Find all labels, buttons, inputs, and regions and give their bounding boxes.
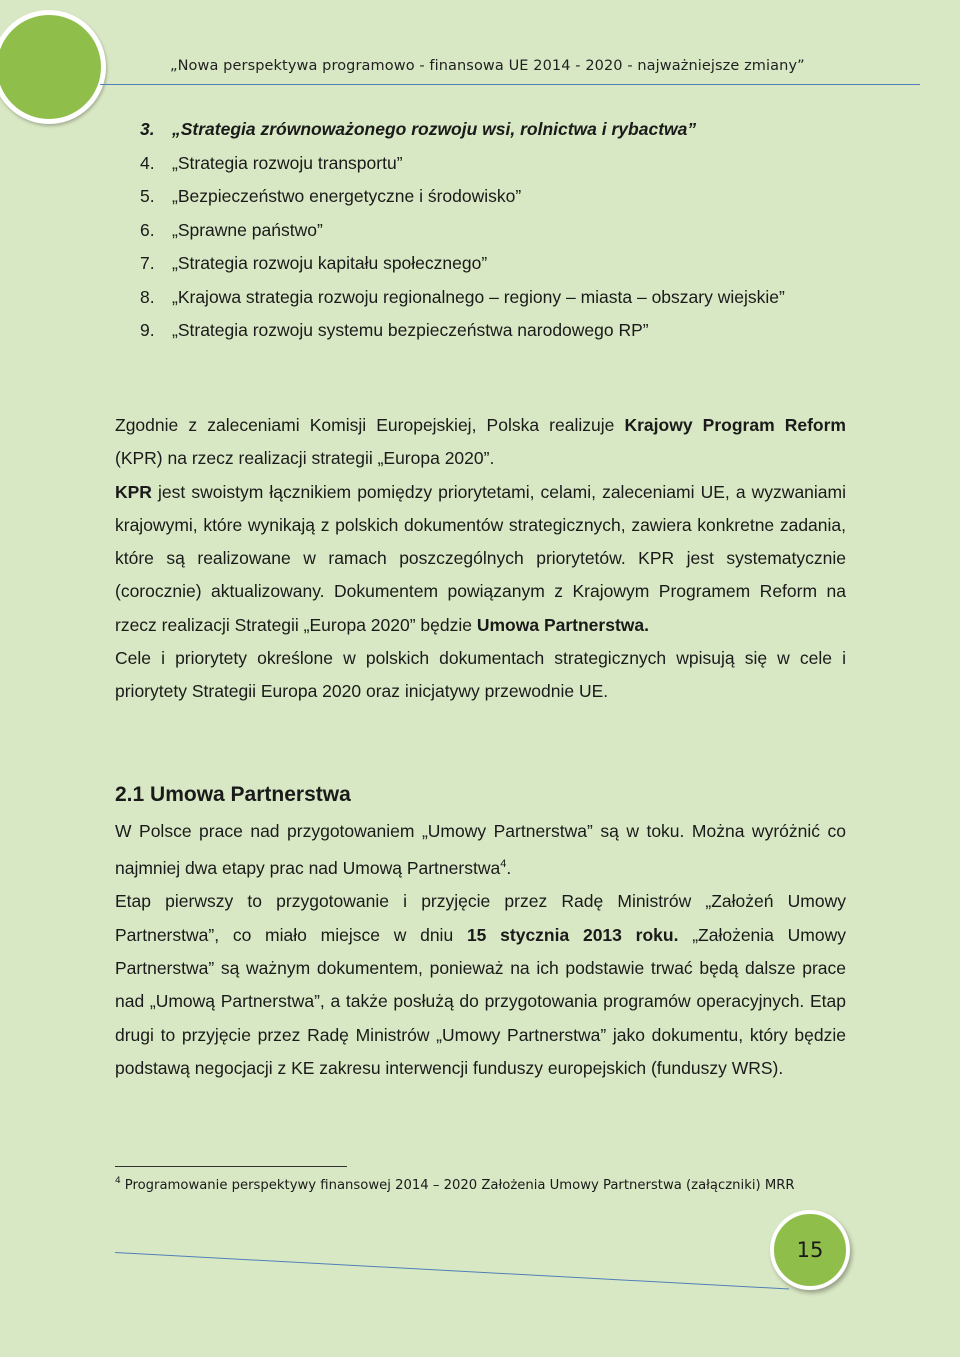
- paragraph-kpr-intro: Zgodnie z zaleceniami Komisji Europejskiej, Polska realizuje Krajowy Program Reform (KPR) na rzecz realizacji strategii „Europa 2020”.: [115, 415, 846, 469]
- header-rule: [100, 84, 920, 85]
- paragraph-umowa-status: W Polsce prace nad przygotowaniem „Umowy Partnerstwa” są w toku. Można wyróżnić co najmniej dwa etapy prac nad Umową Partnerstwa$^4$.: [115, 821, 846, 879]
- strategy-list: [140, 113, 846, 348]
- running-header: „Nowa perspektywa programowo - finansowa UE 2014 - 2020 - najważniejsze zmiany”: [170, 58, 805, 74]
- paragraph-kpr-description: KPR jest swoistym łącznikiem pomiędzy priorytetami, celami, zaleceniami UE, a wyzwaniami krajowymi, które wynikają z polskich dokumentów strategicznych, zawiera konkretne zadania, które są realizowane w ramach poszczególnych priorytetów. KPR jest systematycznie (corocznie) aktualizowany. Dokumentem powiązanym z Krajowym Programem Reform na rzecz realizacji Strategii „Europa 2020” będzie Umowa Partnerstwa.: [115, 481, 846, 635]
- list-item: 9. „Strategia rozwoju systemu bezpieczeństwa narodowego RP”: [140, 320, 649, 340]
- list-item: 6. „Sprawne państwo”: [140, 219, 323, 240]
- list-item: 4. „Strategia rozwoju transportu”: [140, 152, 403, 173]
- page-number: 15: [770, 1210, 850, 1290]
- section-body: [115, 815, 846, 1085]
- footnote-text: Programowanie perspektywy finansowej 2014 – 2020 Założenia Umowy Partnerstwa (załączniki) MRR: [124, 1178, 795, 1193]
- footnote-number: 4: [115, 1176, 121, 1186]
- footnote-rule: [115, 1166, 347, 1167]
- list-item: 8. „Krajowa strategia rozwoju regionalnego – regiony – miasta – obszary wiejskie”: [140, 286, 785, 307]
- decorative-circle: [0, 10, 106, 124]
- footer-rule: [115, 1252, 789, 1290]
- list-item: 7. „Strategia rozwoju kapitału społecznego”: [140, 253, 488, 273]
- footnote: [115, 1176, 795, 1193]
- paragraph-goals: Cele i priorytety określone w polskich dokumentach strategicznych wpisują się w cele i priorytety Strategii Europa 2020 oraz inicjatywy przewodnie UE.: [115, 648, 846, 702]
- body-text: [115, 409, 846, 709]
- paragraph-umowa-stages: Etap pierwszy to przygotowanie i przyjęcie przez Radę Ministrów „Założeń Umowy Partnerstwa”, co miało miejsce w dniu 15 stycznia 2013 roku. „Założenia Umowy Partnerstwa” są ważnym dokumentem, ponieważ na ich podstawie trwać będą dalsze prace nad „Umową Partnerstwa”, a także posłużą do przygotowania programów operacyjnych. Etap drugi to przyjęcie przez Radę Ministrów „Umowy Partnerstwa” jako dokumentu, który będzie podstawą negocjacji z KE zakresu interwencji funduszy europejskich (funduszy WRS).: [115, 891, 847, 1078]
- list-item: 3. „Strategia zrównoważonego rozwoju wsi, rolnictwa i rybactwa”: [140, 119, 697, 139]
- list-item: 5. „Bezpieczeństwo energetyczne i środowisko”: [140, 186, 522, 206]
- section-heading: 2.1 Umowa Partnerstwa: [115, 783, 351, 806]
- section-umowa: [115, 781, 846, 809]
- footnote-ref: 4: [500, 858, 507, 871]
